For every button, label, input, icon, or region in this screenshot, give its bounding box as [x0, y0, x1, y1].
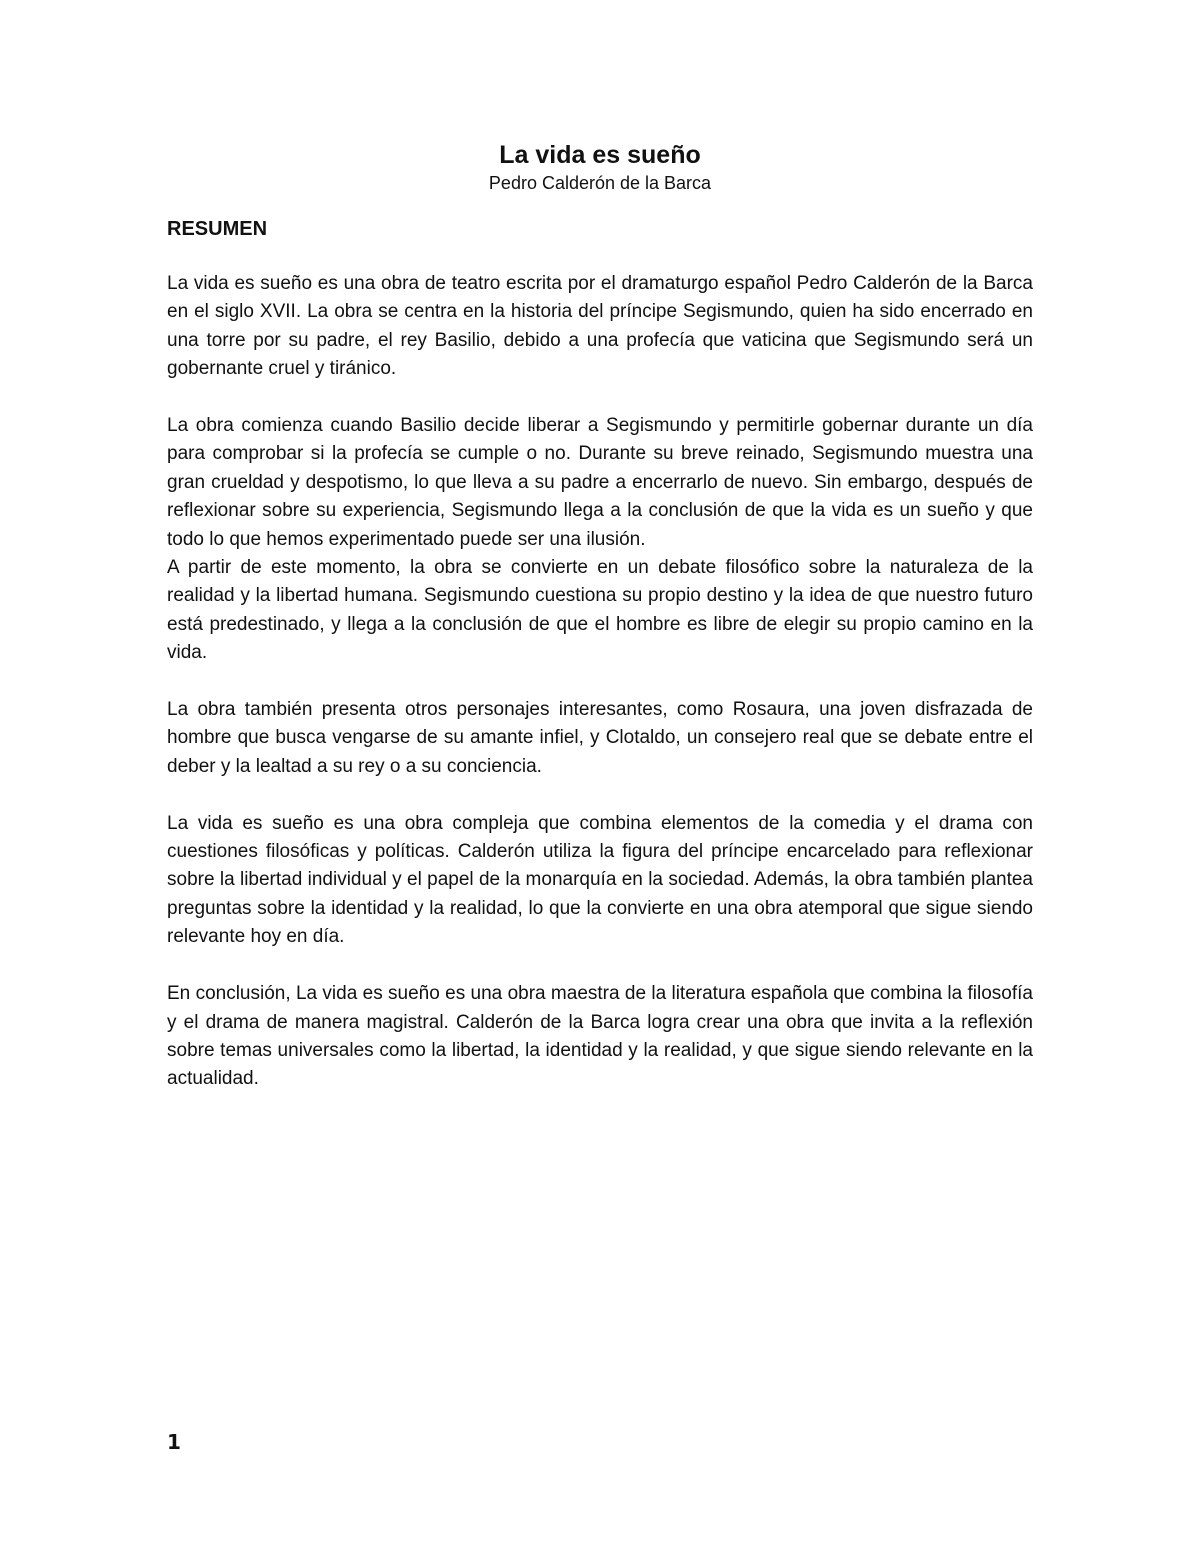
paragraph-characters: La obra también presenta otros personajes interesantes, como Rosaura, una joven disfrazada de hombre que busca vengarse de su amante infiel, y Clotaldo, un consejero real que se debate entre el deber y la lealtad a su rey o a su conciencia.: [167, 699, 1033, 777]
document-body: [167, 214, 1033, 1094]
paragraph-analysis: La vida es sueño es una obra compleja que combina elementos de la comedia y el drama con cuestiones filosóficas y políticas. Calderón utiliza la figura del príncipe encarcelado para reflexionar sobre la libertad individual y el papel de la monarquía en la sociedad. Además, la obra también plantea preguntas sobre la identidad y la realidad, lo que la convierte en una obra atemporal que sigue siendo relevante hoy en día.: [167, 812, 1033, 948]
paragraph-philosophy: A partir de este momento, la obra se convierte en un debate filosófico sobre la naturaleza de la realidad y la libertad humana. Segismundo cuestiona su propio destino y la idea de que nuestro futuro está predestinado, y llega a la conclusión de que el hombre es libre de elegir su propio camino en la vida.: [167, 557, 1033, 664]
paragraph-conclusion: En conclusión, La vida es sueño es una obra maestra de la literatura española que combina la filosofía y el drama de manera magistral. Calderón de la Barca logra crear una obra que invita a la reflexión sobre temas universales como la libertad, la identidad y la realidad, y que sigue siendo relevante en la actualidad.: [167, 983, 1033, 1090]
paragraph-plot: La obra comienza cuando Basilio decide liberar a Segismundo y permitirle gobernar durante un día para comprobar si la profecía se cumple o no. Durante su breve reinado, Segismundo muestra una gran crueldad y despotismo, lo que lleva a su padre a encerrarlo de nuevo. Sin embargo, después de reflexionar sobre su experiencia, Segismundo llega a la conclusión de que la vida es un sueño y que todo lo que hemos experimentado puede ser una ilusión.: [167, 415, 1033, 550]
section-heading: RESUMEN: [167, 218, 268, 240]
page-number: 1: [167, 1430, 181, 1454]
paragraph-intro: La vida es sueño es una obra de teatro escrita por el dramaturgo español Pedro Calderón de la Barca en el siglo XVII. La obra se centra en la historia del príncipe Segismundo, quien ha sido encerrado en una torre por su padre, el rey Basilio, debido a una profecía que vaticina que Segismundo será un gobernante cruel y tiránico.: [167, 273, 1033, 380]
document-author: Pedro Calderón de la Barca: [488, 173, 712, 193]
document-title: La vida es sueño: [499, 141, 701, 169]
